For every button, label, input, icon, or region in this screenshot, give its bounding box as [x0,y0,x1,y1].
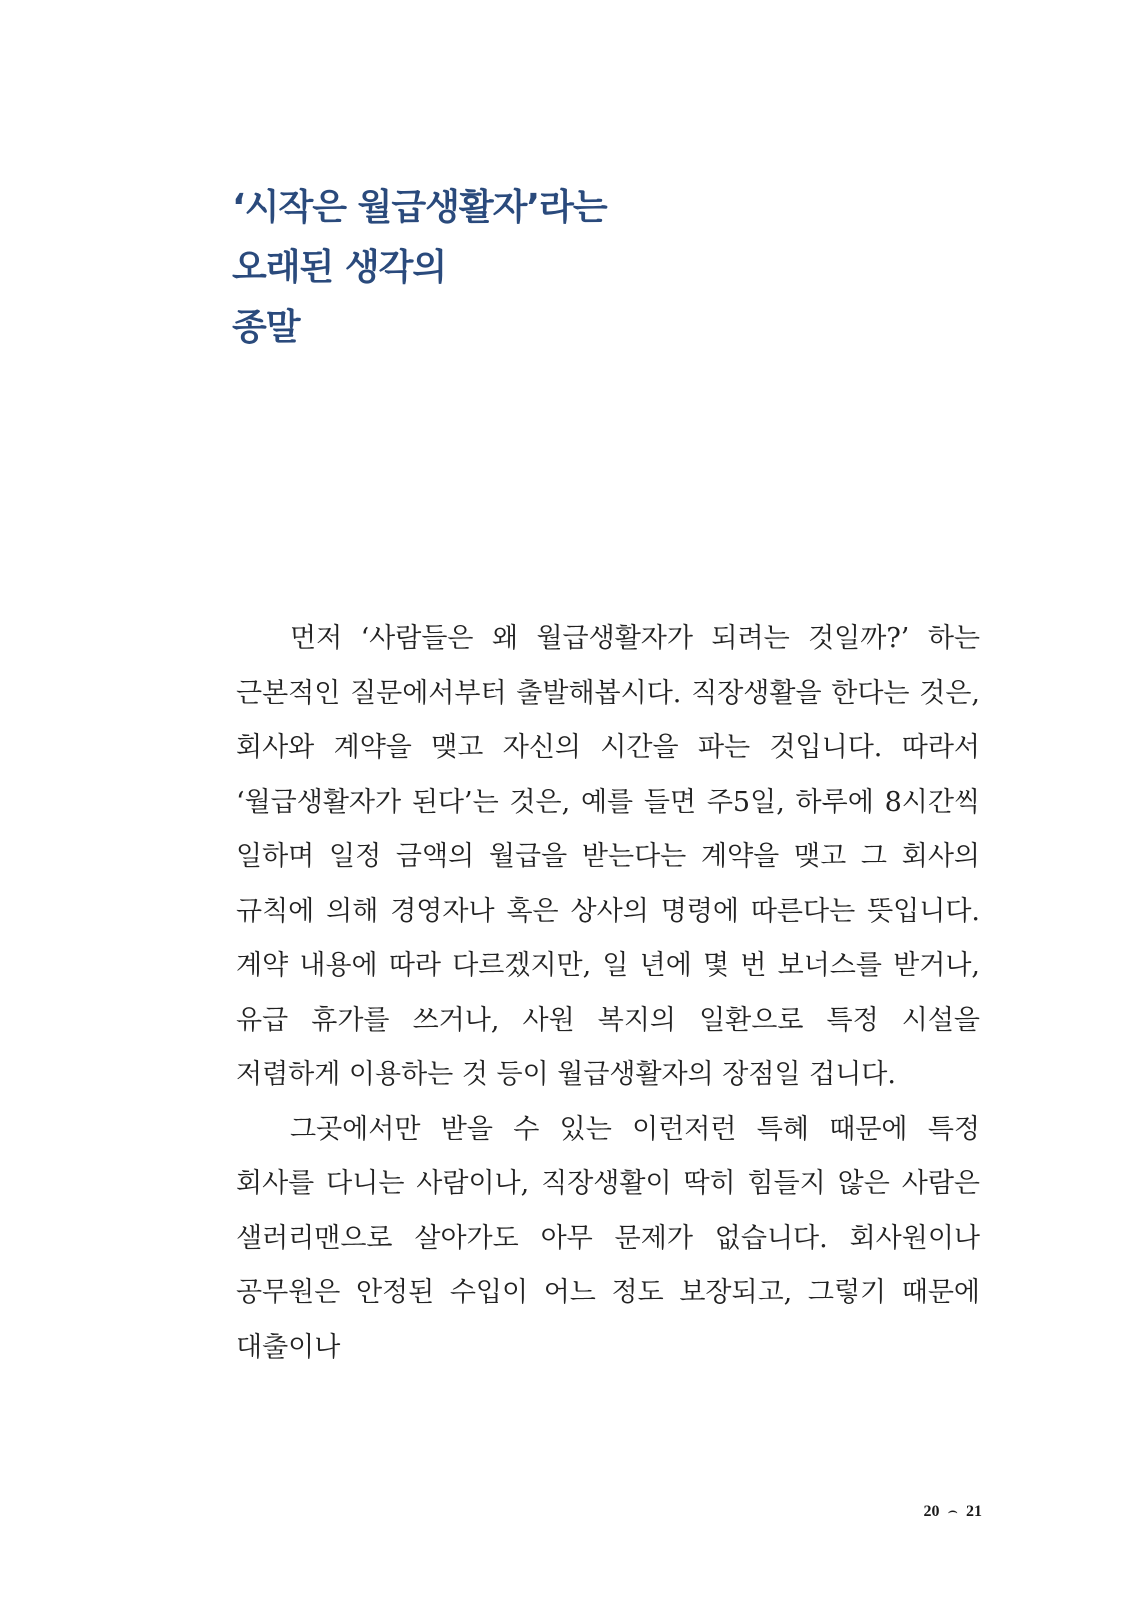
page-number-left: 20 [923,1503,940,1520]
chapter-title [232,178,607,358]
body-text [236,612,980,1375]
chapter-title-line-3: 종말 [232,307,300,348]
page-number [923,1503,982,1521]
page-number-right: 21 [966,1503,982,1520]
body-paragraph-2: 그곳에서만 받을 수 있는 이런저런 특혜 때문에 특정 회사를 다니는 사람이나, 직장생활이 딱히 힘들지 않은 사람은 샐러리맨으로 살아가도 아무 문제가 없습니다. 회사원이나 공무원은 안정된 수입이 어느 정도 보장되고, 그렇기 때문에 대출이나 [236,1113,980,1363]
body-paragraph-1: 먼저 ‘사람들은 왜 월급생활자가 되려는 것일까?’ 하는 근본적인 질문에서부터 출발해봅시다. 직장생활을 한다는 것은, 회사와 계약을 맺고 자신의 시간을 파는 것입니다. 따라서 ‘월급생활자가 된다’는 것은, 예를 들면 주5일, 하루에 8시간씩 일하며 일정 금액의 월급을 받는다는 계약을 맺고 그 회사의 규칙에 의해 경영자나 혹은 상사의 명령에 따른다는 뜻입니다. 계약 내용에 따라 다르겠지만, 일 년에 몇 번 보너스를 받거나, 유급 휴가를 쓰거나, 사원 복지의 일환으로 특정 시설을 저렴하게 이용하는 것 등이 월급생활자의 장점일 겁니다. [236,623,980,1090]
chapter-title-line-1: ‘시작은 월급생활자’라는 [232,187,607,228]
chapter-title-line-2: 오래된 생각의 [232,247,447,288]
page-number-separator: ⌢ [947,1503,958,1520]
